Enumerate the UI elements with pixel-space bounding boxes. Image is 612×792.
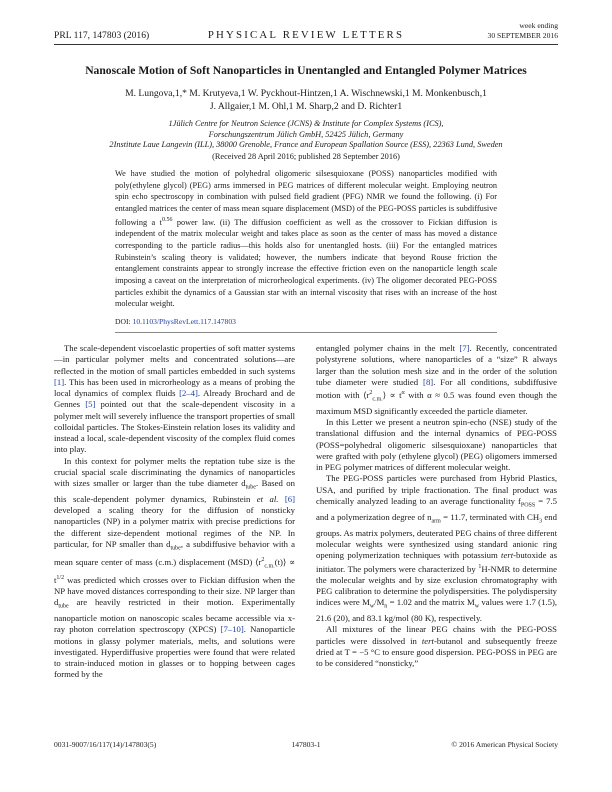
text: H-NMR to determine the molecular weights and by size exclusion chromatography with PEG calibration to determine the polydispersities. The polydispersity indices were M: [316, 563, 557, 608]
issue-date: [488, 21, 558, 41]
paragraph: In this context for polymer melts the reptation tube size is the crucial spacial scale discriminating the dynamics of nanoparticles with sizes smaller or larger than the tube diameter $d_{tube}$. Based on this scale-dependent polymer dynamics, Rubinstein et al. [6] developed a scaling theory for the diffusion of nonsticky nanoparticles (NP) in a polymer matrix with precise predictions for the different size-dependent motional regimes of the NP. In particular, for NP smaller than $d_{tube}$, a subdiffusive behavior with a mean square center of mass (c.m.) displacement (MSD) $⟨r^2_{c.m.}(t)⟩ \propto t^{1/2}$ was predicted which crosses over to Fickian diffusion when the NP have moved distances corresponding to their size. NP larger than $d_{tube}$ are heavily restricted in their motion. Experimentally nanoparticle motion on nanoscopic scales became accessible via x-ray photon correlation spectroscopy (XPCS) [7–10]. Nanoparticle motions in glassy polymer materials, melts, and solutions were investigated. Hyperdiffusive properties were found that were related to strain-induced motion in glasses or to hopping between cages formed by the: [54, 455, 296, 680]
affiliation-1a: 1Jülich Centre for Neutron Science (JCNS) & Institute for Complex Systems (ICS),: [168, 119, 444, 128]
citation-link[interactable]: [8]: [423, 376, 434, 387]
italic-text: tert: [421, 635, 434, 646]
journal-name: PHYSICAL REVIEW LETTERS: [207, 29, 405, 41]
paragraph: The PEG-POSS particles were purchased from Hybrid Plastics, USA, and purified by triple fractionation. The final product was chemically analyzed leading to an average functionality $f_{POSS} = 7.5$ and a polymerization degree of $n_{arm} = 11.7$, terminated with $CH_3$ end groups. As matrix polymers, deuterated PEG chains of three different molecular weights were synthesized using standard anionic ring opening polymerization techniques with potassium tert-butoxide as initiator. The polymers were characterized by $^1$H-NMR to determine the molecular weights and by size exclusion chromatography with PEG calibration to determine the polydispersities. The polydispersity indices were $M_w/M_n = 1.02$ and the matrix $M_w$ values were 1.7 (1.5), 21.6 (20), and 83.1 kg/mol (80 K), respectively.: [316, 473, 558, 624]
text: values were 1.7 (1.5), 21.6 (20), and 83.1 kg/mol (80 K), respectively.: [316, 597, 558, 624]
subscript: POSS: [520, 502, 536, 509]
text: . This has been used in microrheology as a means of probing the local dynamics of complex fluids: [54, 376, 295, 398]
italic-text: et al.: [256, 493, 279, 504]
subscript: arm: [431, 518, 441, 525]
text: pointed out that the scale-dependent viscosity in a polymer melt will severely influence the transport properties of small colloidal particles. The Stokes-Einstein relation loses its validity and instead a local, scale-dependent viscosity of the complex fluid comes into play.: [54, 399, 296, 455]
text: . Already Brochard and de Gennes: [54, 388, 295, 410]
abstract: [115, 168, 497, 310]
text: ⟩ ∝ t: [382, 389, 402, 400]
text: (t)⟩ ∝ t: [54, 556, 296, 585]
body-column-left: [54, 343, 295, 681]
week-ending-label: week ending: [519, 21, 558, 30]
text: -butoxide as initiator. The polymers were characterized by: [316, 550, 557, 574]
text: was predicted which crosses over to Fickian diffusion when the NP have moved distances corresponding to their size. NP larger than d: [54, 574, 295, 608]
text: . Recently, concentrated polystyrene solutions, where nanoparticles of a “size” R always larger than the solution mesh size and in the order of the solution tube diameter were studied: [316, 343, 558, 387]
affiliation-1b: Forschungszentrum Jülich GmbH, 52425 Jülich, Germany: [208, 129, 404, 139]
text: are heavily restricted in their motion. Experimentally nanoparticle motion on nanoscopic scales became accessible via x-ray photon correlation spectroscopy (XPCS): [54, 597, 295, 635]
subscript: tube: [170, 545, 181, 552]
header-rule: [54, 44, 558, 45]
authors-line-1: M. Lungova,1,* M. Krutyeva,1 W. Pyckhout-Hintzen,1 A. Wischnewski,1 M. Monkenbusch,1: [125, 88, 487, 99]
paragraph: entangled polymer chains in the melt [7]. Recently, concentrated polystyrene solutions, where nanoparticles of a “size” R always larger than the solution mesh size and in the order of the solution tube diameter were studied [8]. For all conditions, subdiffusive motion with $⟨r^2_{c.m.}⟩ \propto t^\alpha$ with α ≈ 0.5 was found even though the maximum MSD significantly exceeded the particle diameter.: [316, 343, 558, 416]
text: = 1.02 and the matrix M: [387, 597, 475, 608]
week-ending-date: 30 SEPTEMBER 2016: [487, 30, 558, 40]
text: . Nanoparticle motions in glassy polymer materials, melts, and solutions were investigated. Hyperdiffusive properties were found that were related to strain-induced motion in glasses or to hopping between cages formed by the: [54, 624, 295, 680]
text: developed a scaling theory for the diffusion of nonsticky nanoparticles (NP) in a polymer matrix with precise predictions for the different size-dependent motional regimes of the NP. In particular, for NP smaller than d: [54, 505, 295, 549]
superscript: 1: [478, 563, 482, 570]
abstract-part-1: We have studied the motion of polyhedral oligomeric silsesquioxane (POSS) nanoparticles modified with poly(ethylene glycol) (PEG) arms immersed in PEG matrices of different molecular weight. Employing neutron spin echo spectroscopy in combination with pulsed field gradient (PFG) NMR we found the following. (i) For entangled matrices the center of mass mean square displacement (MSD) of the PEG-POSS particles is subdiffusive following a t: [115, 169, 497, 227]
italic-text: tert: [501, 550, 514, 561]
text: All mixtures of the linear PEG chains with the PEG-POSS particles were dissolved in: [316, 624, 557, 646]
subscript: tube: [245, 484, 256, 491]
text: In this context for polymer melts the reptation tube size is the crucial spacial scale discriminating the dynamics of nanoparticles with sizes smaller or larger than the tube diameter d: [54, 455, 295, 488]
paragraph: In this Letter we present a neutron spin-echo (NSE) study of the translational diffusion and the internal dynamics of PEG-POSS (POSS=polyhedral oligomeric silsesquioxane) nanoparticles that were grafted with poly (ethylene glycol) (PEG) oligomers immersed in PEG polymer matrices of different molecular weight.: [316, 417, 557, 473]
text: with α ≈ 0.5 was found even though the maximum MSD significantly exceeded the particle diameter.: [316, 389, 557, 416]
text: = 11.7, terminated with CH: [440, 511, 540, 522]
text: The scale-dependent viscoelastic properties of soft matter systems—in particular polymer melts and concentrated solutions—are reflected in the motion of small particles embedded in such systems: [54, 343, 295, 376]
affiliations: [54, 119, 558, 151]
text: , a subdiffusive behavior with a mean square center of mass (c.m.) displacement (MSD) ⟨r: [54, 538, 295, 567]
received-dates: (Received 28 April 2016; published 28 September 2016): [212, 152, 400, 161]
authors-line-2: J. Allgaier,1 M. Ohl,1 M. Sharp,2 and D. Richter1: [209, 101, 403, 112]
body-column-right: [316, 343, 557, 669]
article-code: 0031-9007/16/117(14)/147803(5): [54, 740, 157, 749]
text: The PEG-POSS particles were purchased from Hybrid Plastics, USA, and purified by triple fractionation. The final product was chemically analyzed leading to an average functionality f: [316, 473, 557, 506]
citation-link[interactable]: [7]: [459, 343, 470, 353]
journal-reference: PRL 117, 147803 (2016): [54, 30, 150, 41]
superscript: 1/2: [56, 574, 65, 581]
author-list: [90, 87, 522, 113]
page-number: 147803-1: [291, 740, 321, 749]
subscript: tube: [58, 603, 69, 610]
abstract-rule: [115, 332, 497, 333]
text: = 7.5 and a polymerization degree of n: [316, 495, 557, 522]
citation-link[interactable]: [7–10]: [220, 624, 244, 635]
affiliation-2: 2Institute Laue Langevin (ILL), 38000 Grenoble, France and European Spallation Source (ESS), 22363 Lund, Sweden: [109, 140, 503, 150]
abstract-exponent: 0.56: [161, 216, 173, 223]
text: /M: [374, 597, 385, 608]
text: end groups. As matrix polymers, deuterated PEG chains of three different molecular weights were synthesized using standard anionic ring opening polymerization techniques with potassium: [316, 511, 557, 561]
paragraph: [316, 624, 557, 669]
paragraph: [54, 343, 295, 456]
citation-link[interactable]: [5]: [85, 399, 96, 410]
paper-title: Nanoscale Motion of Soft Nanoparticles in Unentangled and Entangled Polymer Matrices: [85, 64, 527, 77]
text: . Based on this scale-dependent polymer dynamics, Rubinstein: [54, 478, 295, 504]
text: entangled polymer chains in the melt: [316, 343, 460, 353]
text: -butanol and subsequently freeze dried at T = −5 °C to ensure good dispersion. PEG-POSS in PEG are to be considered “nonsticky,”: [316, 635, 557, 669]
citation-link[interactable]: [6]: [284, 493, 296, 504]
citation-link[interactable]: [1]: [54, 376, 65, 387]
doi: [115, 317, 236, 326]
citation-link[interactable]: [2–4]: [179, 388, 198, 398]
subscript: 3: [539, 518, 543, 525]
doi-label: DOI:: [115, 317, 133, 326]
abstract-part-2: power law. (ii) The diffusion coefficient as well as the crossover to Fickian diffusion is independent of the matrix molecular weight and takes place as soon as the center of mass has moved a distance corresponding to the particle radius—this holds also for unentangled hosts. (iii) For the entangled matrices Rubinstein’s scaling theory is validated; however, the numbers indicate that beyond Rouse friction the entanglement constraints appear to strongly increase the effective friction even on the nanoparticle length scale imposing a caveat on the interpretation of microrheological experiments. (iv) The oligomer decorated PEG-POSS particles exhibit the dynamics of a Gaussian star with an internal viscosity that rises with an increase of the host molecular weight.: [115, 217, 497, 309]
copyright: © 2016 American Physical Society: [451, 740, 558, 749]
doi-link[interactable]: 10.1103/PhysRevLett.117.147803: [132, 317, 236, 326]
text: . For all conditions, subdiffusive motion with ⟨r: [316, 376, 557, 400]
